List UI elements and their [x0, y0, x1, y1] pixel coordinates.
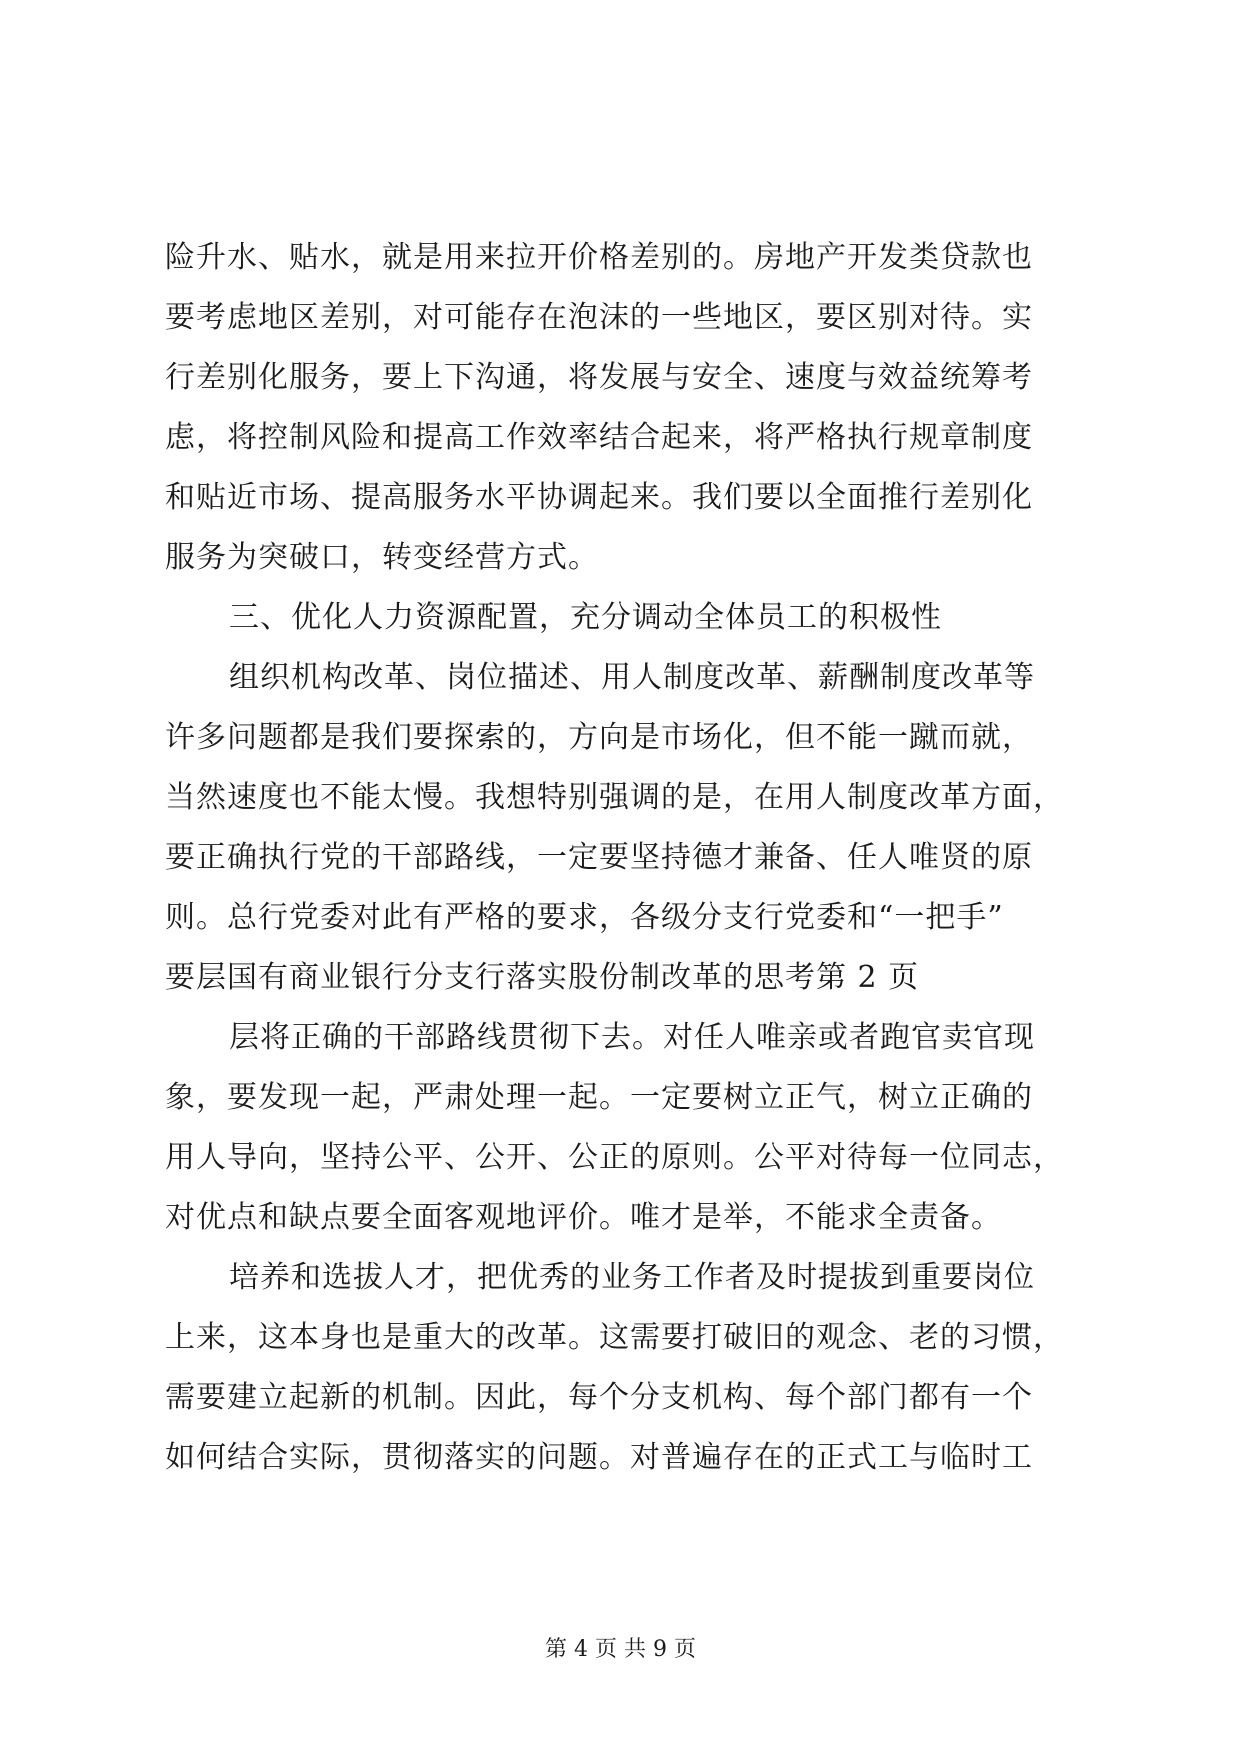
text-line: 如何结合实际，贯彻落实的问题。对普遍存在的正式工与临时工 — [165, 1440, 1033, 1475]
text-line: 险升水、贴水，就是用来拉开价格差别的。房地产开发类贷款也 — [165, 240, 1033, 275]
text-line: 和贴近市场、提高服务水平协调起来。我们要以全面推行差别化 — [165, 480, 1033, 515]
text-line: 上来，这本身也是重大的改革。这需要打破旧的观念、老的习惯， — [165, 1320, 1064, 1355]
document-body — [165, 228, 1095, 1488]
text-line: 虑，将控制风险和提高工作效率结合起来，将严格执行规章制度 — [165, 420, 1033, 455]
text-line: 用人导向，坚持公平、公开、公正的原则。公平对待每一位同志， — [165, 1140, 1064, 1175]
text-line: 象，要发现一起，严肃处理一起。一定要树立正气，树立正确的 — [165, 1080, 1033, 1115]
text-line: 层将正确的干部路线贯彻下去。对任人唯亲或者跑官卖官现 — [229, 1020, 1035, 1055]
text-line: 当然速度也不能太慢。我想特别强调的是，在用人制度改革方面， — [165, 780, 1064, 815]
text-line: 要层国有商业银行分支行落实股份制改革的思考第 2 页 — [165, 960, 920, 995]
text-line: 组织机构改革、岗位描述、用人制度改革、薪酬制度改革等 — [229, 660, 1035, 695]
text-line: 需要建立起新的机制。因此，每个分支机构、每个部门都有一个 — [165, 1380, 1033, 1415]
text-line: 要考虑地区差别，对可能存在泡沫的一些地区，要区别对待。实 — [165, 300, 1033, 335]
text-line: 则。总行党委对此有严格的要求，各级分支行党委和“一把手” — [165, 900, 1004, 935]
text-line: 许多问题都是我们要探索的，方向是市场化，但不能一蹴而就， — [165, 720, 1033, 755]
text-line: 服务为突破口，转变经营方式。 — [165, 540, 599, 575]
section-heading: 三、优化人力资源配置，充分调动全体员工的积极性 — [229, 600, 942, 635]
text-line: 行差别化服务，要上下沟通，将发展与安全、速度与效益统筹考 — [165, 360, 1033, 395]
text-line: 培养和选拔人才，把优秀的业务工作者及时提拔到重要岗位 — [229, 1260, 1035, 1295]
text-line: 对优点和缺点要全面客观地评价。唯才是举，不能求全责备。 — [165, 1200, 1002, 1235]
page-number-footer: 第 4 页 共 9 页 — [545, 1637, 696, 1662]
text-line: 要正确执行党的干部路线，一定要坚持德才兼备、任人唯贤的原 — [165, 840, 1033, 875]
